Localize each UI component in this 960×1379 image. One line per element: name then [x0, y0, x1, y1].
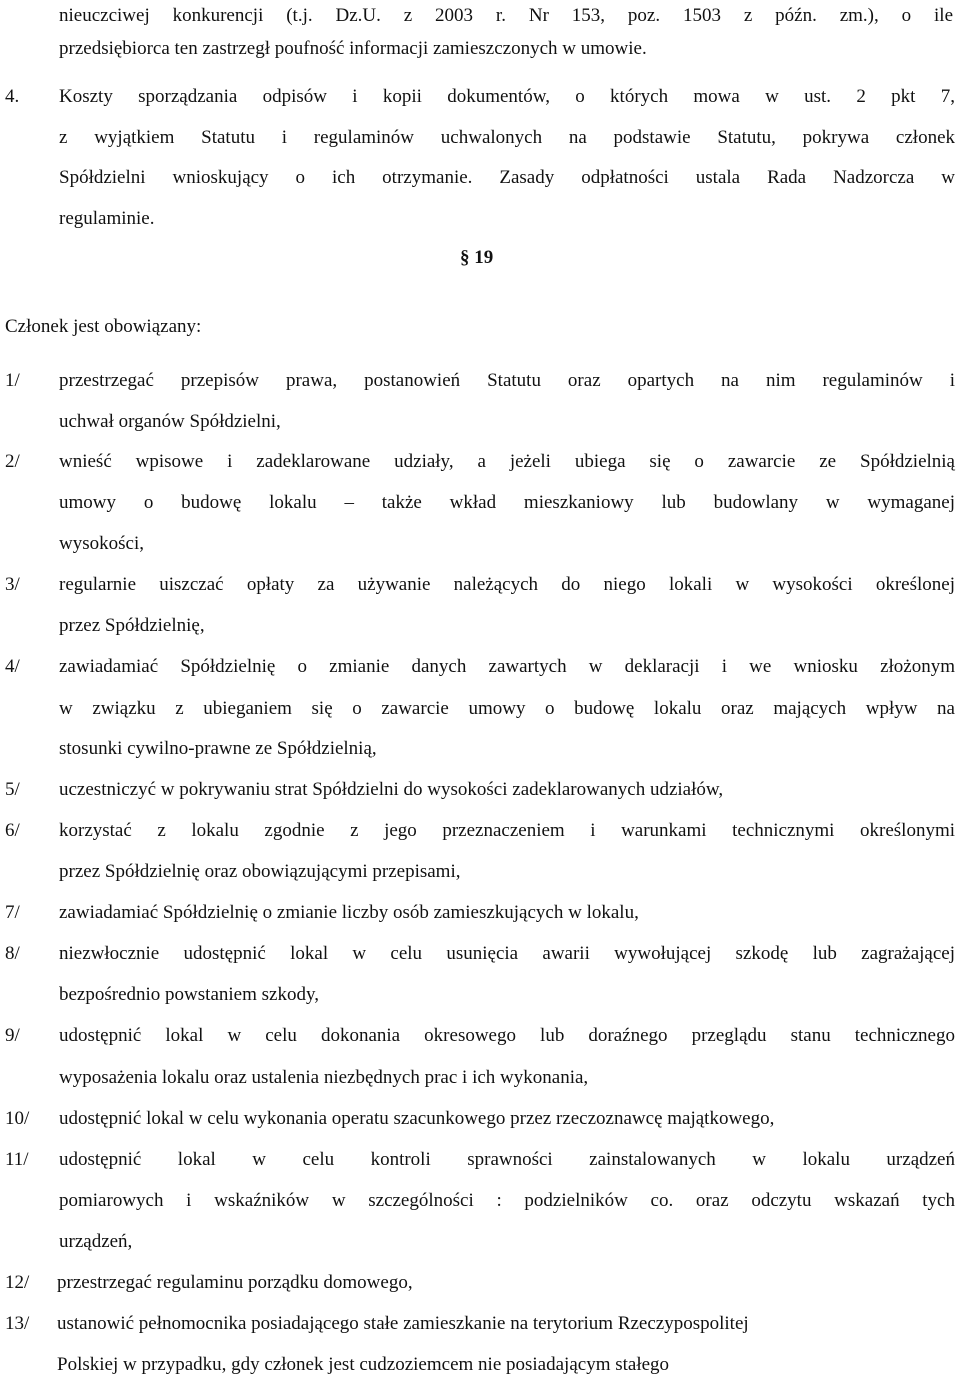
item-7-number: 7/ — [5, 902, 20, 923]
item-1-line-1: przestrzegać przepisów prawa, postanowień Statutu oraz opartych na nim regulaminów i — [59, 370, 955, 391]
item-3-line-1: regularnie uiszczać opłaty za używanie należących do niego lokali w wysokości określonej — [59, 574, 955, 595]
item-12-line-1: przestrzegać regulaminu porządku domowego, — [57, 1272, 413, 1293]
item-6-line-2: przez Spółdzielnię oraz obowiązującymi przepisami, — [59, 861, 461, 882]
intro-line-1: nieuczciwej konkurencji (t.j. Dz.U. z 2003 r. Nr 153, poz. 1503 z późn. zm.), o ile — [59, 5, 953, 26]
item-4-line-1: zawiadamiać Spółdzielnię o zmianie danych zawartych w deklaracji i we wniosku złożonym — [59, 656, 955, 677]
item-1-number: 1/ — [5, 370, 20, 391]
item-10-line-1: udostępnić lokal w celu wykonania operatu szacunkowego przez rzeczoznawcę majątkowego, — [59, 1108, 775, 1129]
item-6-line-1: korzystać z lokalu zgodnie z jego przeznaczeniem i warunkami technicznymi określonymi — [59, 820, 955, 841]
item-11-number: 11/ — [5, 1149, 29, 1170]
point4-line-3: Spółdzielni wnioskujący o ich otrzymanie. Zasady odpłatności ustala Rada Nadzorcza w — [59, 167, 955, 188]
item-8-line-2: bezpośrednio powstaniem szkody, — [59, 984, 319, 1005]
item-8-number: 8/ — [5, 943, 20, 964]
point4-line-4: regulaminie. — [59, 208, 155, 229]
item-8-line-1: niezwłocznie udostępnić lokal w celu usunięcia awarii wywołującej szkodę lub zagrażającej — [59, 943, 955, 964]
item-9-line-2: wyposażenia lokalu oraz ustalenia niezbędnych prac i ich wykonania, — [59, 1067, 589, 1088]
item-4-line-3: stosunki cywilno-prawne ze Spółdzielnią, — [59, 738, 377, 759]
item-6-number: 6/ — [5, 820, 20, 841]
item-5-number: 5/ — [5, 779, 20, 800]
item-3-line-2: przez Spółdzielnię, — [59, 615, 205, 636]
point4-number: 4. — [5, 86, 20, 107]
item-4-line-2: w związku z ubieganiem się o zawarcie umowy o budowę lokalu oraz mających wpływ na — [59, 698, 955, 719]
item-10-number: 10/ — [5, 1108, 30, 1129]
item-4-number: 4/ — [5, 656, 20, 677]
item-9-number: 9/ — [5, 1025, 20, 1046]
item-13-line-1: ustanowić pełnomocnika posiadającego stałe zamieszkanie na terytorium Rzeczypospolitej — [57, 1313, 749, 1334]
item-11-line-2: pomiarowych i wskaźników w szczególności : podzielników co. oraz odczytu wskazań tych — [59, 1190, 955, 1211]
item-9-line-1: udostępnić lokal w celu dokonania okresowego lub doraźnego przeglądu stanu technicznego — [59, 1025, 955, 1046]
item-12-number: 12/ — [5, 1272, 30, 1293]
item-7-line-1: zawiadamiać Spółdzielnię o zmianie liczby osób zamieszkujących w lokalu, — [59, 902, 639, 923]
section-heading: § 19 — [460, 247, 494, 268]
intro-line-2: przedsiębiorca ten zastrzegł poufność informacji zamieszczonych w umowie. — [59, 38, 647, 59]
item-11-line-1: udostępnić lokal w celu kontroli sprawności zainstalowanych w lokalu urządzeń — [59, 1149, 955, 1170]
item-1-line-2: uchwał organów Spółdzielni, — [59, 411, 281, 432]
item-2-line-1: wnieść wpisowe i zadeklarowane udziały, a jeżeli ubiega się o zawarcie ze Spółdzielnią — [59, 451, 955, 472]
item-3-number: 3/ — [5, 574, 20, 595]
item-2-line-2: umowy o budowę lokalu – także wkład mieszkaniowy lub budowlany w wymaganej — [59, 492, 955, 513]
item-2-number: 2/ — [5, 451, 20, 472]
point4-line-1: Koszty sporządzania odpisów i kopii dokumentów, o których mowa w ust. 2 pkt 7, — [59, 86, 955, 107]
item-11-line-3: urządzeń, — [59, 1231, 133, 1252]
item-2-line-3: wysokości, — [59, 533, 144, 554]
item-13-number: 13/ — [5, 1313, 30, 1334]
item-5-line-1: uczestniczyć w pokrywaniu strat Spółdzielni do wysokości zadeklarowanych udziałów, — [59, 779, 724, 800]
section-lead: Członek jest obowiązany: — [5, 316, 202, 337]
point4-line-2: z wyjątkiem Statutu i regulaminów uchwalonych na podstawie Statutu, pokrywa członek — [59, 127, 955, 148]
item-13-line-2: Polskiej w przypadku, gdy członek jest cudzoziemcem nie posiadającym stałego — [57, 1354, 670, 1375]
